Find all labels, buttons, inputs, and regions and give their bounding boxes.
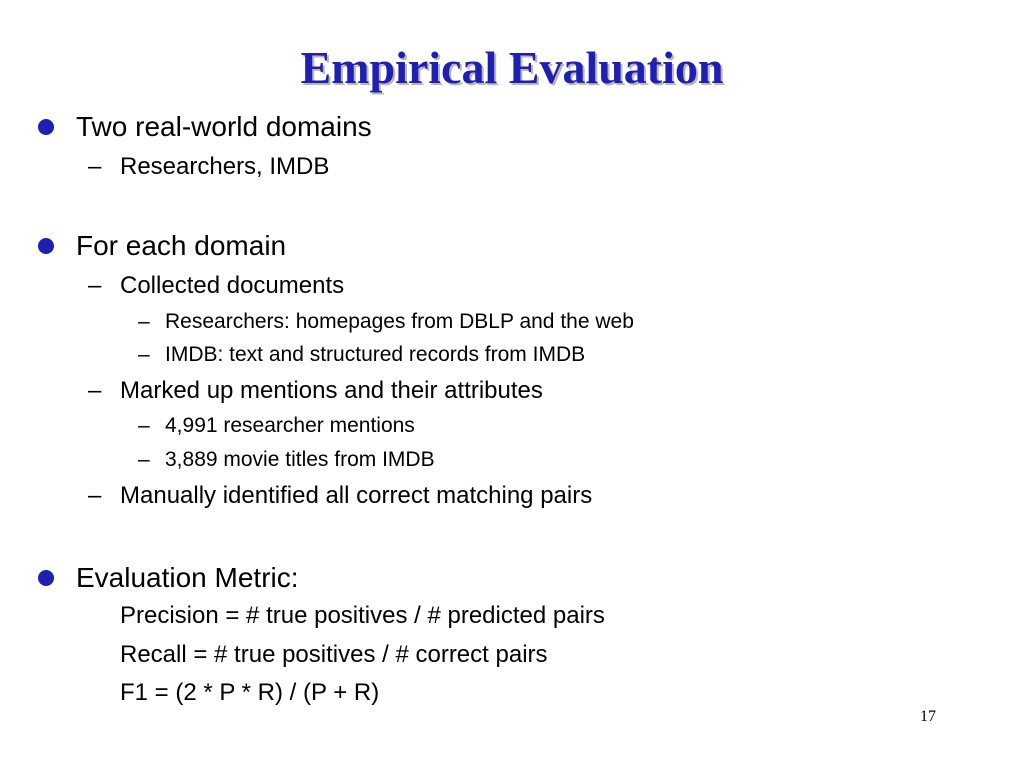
dash-icon: – (138, 310, 150, 333)
dash-icon: – (138, 343, 150, 366)
sub-sub-bullet-text: IMDB: text and structured records from IMDB (165, 343, 586, 366)
sub-bullet-text: Researchers, IMDB (120, 153, 330, 180)
dash-icon: – (88, 482, 102, 509)
formula-recall: Recall = # true positives / # correct pairs (120, 641, 548, 668)
formula-precision: Precision = # true positives / # predicted pairs (120, 602, 605, 629)
bullet-text: For each domain (76, 230, 287, 261)
sub-bullet-text: Manually identified all correct matching pairs (120, 482, 593, 509)
sub-sub-bullet-text: Researchers: homepages from DBLP and the web (165, 310, 634, 333)
dash-icon: – (88, 377, 102, 404)
sub-bullet-text: Marked up mentions and their attributes (120, 377, 543, 404)
dash-icon: – (88, 153, 102, 180)
bullet-dot-icon (38, 119, 54, 135)
bullet-dot-icon (38, 570, 54, 586)
page-number: 17 (920, 708, 936, 725)
dash-icon: – (88, 272, 102, 299)
bullet-dot-icon (38, 238, 54, 254)
formula-f1: F1 = (2 * P * R) / (P + R) (120, 679, 380, 706)
slide-title: Empirical Evaluation (300, 42, 724, 93)
dash-icon: – (138, 448, 150, 471)
dash-icon: – (138, 414, 150, 437)
sub-bullet-text: Collected documents (120, 272, 345, 299)
bullet-text: Evaluation Metric: (76, 562, 299, 593)
bullet-text: Two real-world domains (76, 111, 372, 142)
sub-sub-bullet-text: 4,991 researcher mentions (165, 414, 415, 437)
sub-sub-bullet-text: 3,889 movie titles from IMDB (165, 448, 435, 471)
